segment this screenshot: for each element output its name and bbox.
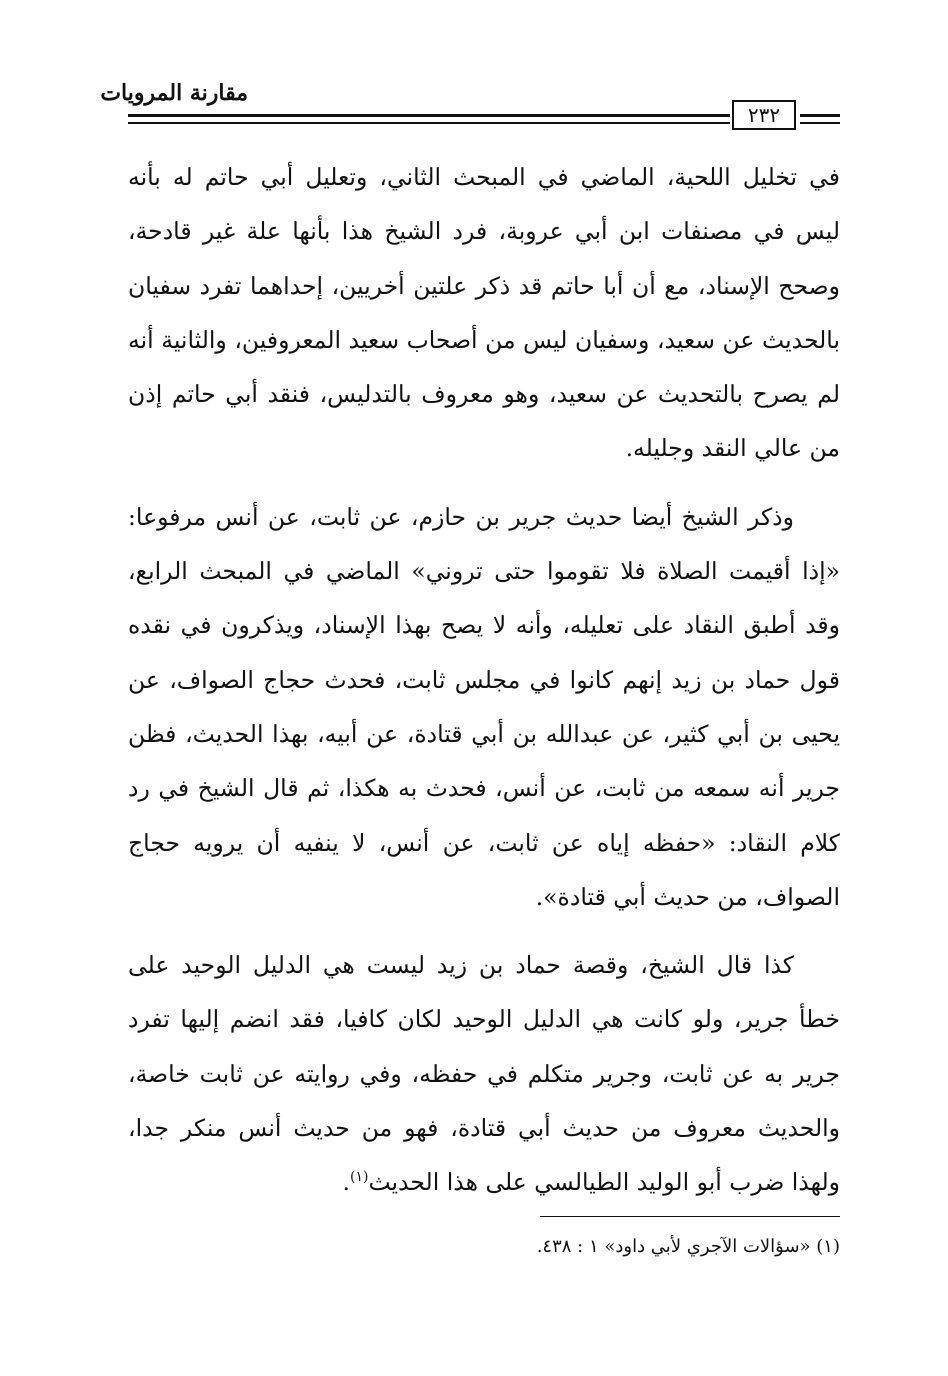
header-rule-thick (128, 114, 730, 117)
header-rule-thin (128, 122, 730, 124)
footnote-reference[interactable]: (١) (349, 1169, 369, 1186)
footnote: (١) «سؤالات الآجري لأبي داود» ١ : ٤٣٨. (536, 1236, 840, 1257)
paragraph-3-end: . (342, 1168, 350, 1197)
paragraph-2: وذكر الشيخ أيضا حديث جرير بن حازم، عن ثابت، عن أنس مرفوعا: «إذا أقيمت الصلاة فلا تقوموا حتى تروني» الماضي في المبحث الرابع، وقد أطبق النقاد على تعليله، وأنه لا يصح بهذا الإسناد، ويذكرون في نقده قول حماد بن زيد إنهم كانوا في مجلس ثابت، فحدث حجاج الصواف، عن يحيى بن أبي كثير، عن عبدالله بن أبي قتادة، عن أبيه، بهذا الحديث، فظن جرير أنه سمعه من ثابت، عن أنس، فحدث به هكذا، ثم قال الشيخ في رد كلام النقاد: «حفظه إياه عن ثابت، عن أنس، لا ينفيه أن يرويه حجاج الصواف، من حديث أبي قتادة». (128, 502, 840, 911)
header-rule-right-thick (800, 114, 840, 117)
paragraph-3-text: كذا قال الشيخ، وقصة حماد بن زيد ليست هي الدليل الوحيد على خطأ جرير، ولو كانت هي الدليل الوحيد لكان كافيا، فقد انضم إليها تفرد جرير به عن ثابت، وجرير متكلم في حفظه، وفي روايته عن ثابت خاصة، والحديث معروف من حديث أبي قتادة، فهو من حديث أنس منكر جدا، ولهذا ضرب أبو الوليد الطيالسي على هذا الحديث (128, 951, 840, 1197)
running-title: مقارنة المرويات (100, 80, 248, 106)
footnote-separator (540, 1216, 840, 1217)
body-text (128, 150, 840, 1210)
header-rule-right-thin (800, 122, 840, 124)
paragraph-3 (128, 938, 840, 1209)
page-number: ٢٣٢ (732, 100, 796, 130)
paragraph-1: في تخليل اللحية، الماضي في المبحث الثاني، وتعليل أبي حاتم له بأنه ليس في مصنفات ابن أبي عروبة، فرد الشيخ هذا بأنها علة غير قادحة، وصحح الإسناد، مع أن أبا حاتم قد ذكر علتين أخريين، إحداهما تفرد سفيان بالحديث عن سعيد، وسفيان ليس من أصحاب سعيد المعروفين، والثانية أنه لم يصرح بالتحديث عن سعيد، وهو معروف بالتدليس، فنقد أبي حاتم إذن من عالي النقد وجليله. (128, 163, 840, 463)
